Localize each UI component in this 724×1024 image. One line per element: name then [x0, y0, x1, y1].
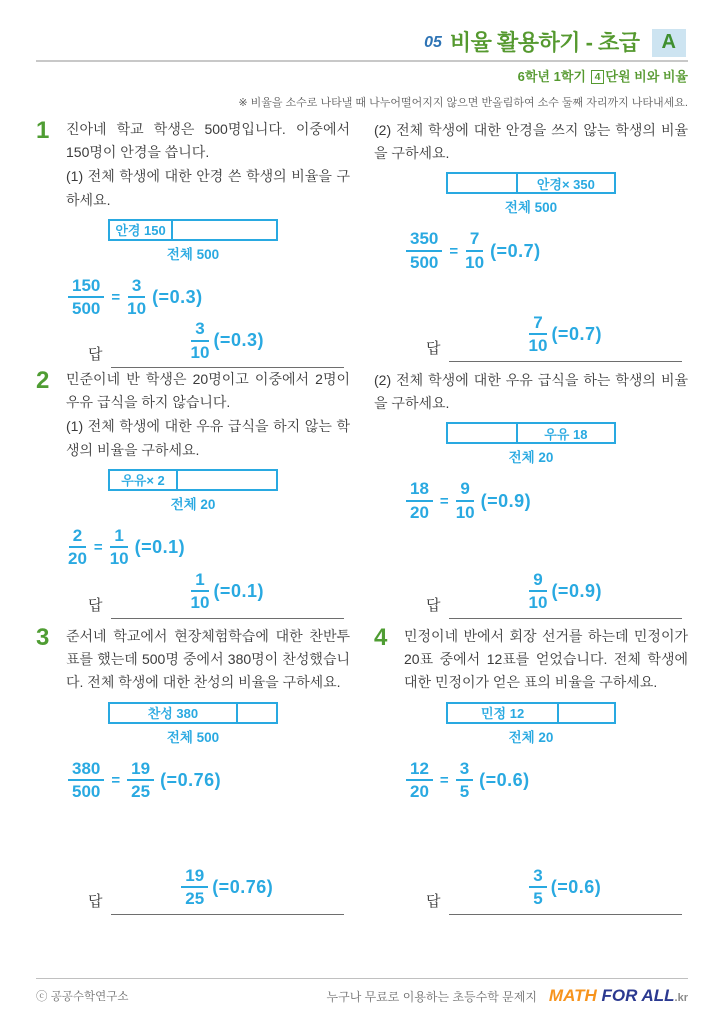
answer-label: 답: [88, 893, 103, 910]
answer-row: [36, 319, 350, 368]
fraction: $\frac{3}{5}$: [456, 759, 473, 802]
ratio-bar-diagram: [446, 422, 616, 466]
fraction: $\frac{7}{10}$: [465, 229, 485, 273]
equals-sign: =: [93, 538, 103, 556]
footer-tagline: 누구나 무료로 이용하는 초등수학 문제지: [326, 990, 537, 1004]
question-text: (2) 전체 학생에 대한 안경을 쓰지 않는 학생의 비율을 구하세요.: [374, 122, 688, 162]
answer-row: [36, 570, 350, 619]
solution-expression: [68, 526, 350, 569]
bar-total-label: 전체 500: [166, 729, 220, 745]
copyright-text: ⓒ 공공수학연구소: [36, 991, 129, 1003]
worksheet-footer: [36, 978, 688, 1006]
bar-part-label: 찬성 380: [147, 706, 199, 722]
fraction: $\frac{350}{500}$: [406, 229, 442, 272]
bar-part-label: 우유 18: [544, 426, 588, 442]
fraction: $\frac{1}{10}$: [109, 525, 129, 569]
solution-expression: [406, 759, 688, 802]
decimal-value: (=0.6): [550, 876, 602, 897]
problem-statement: 진아네 학교 학생은 500명입니다. 이중에서 150명이 안경을 씁니다.: [66, 121, 350, 161]
decimal-value: (=0.7): [551, 323, 602, 344]
level-badge: A: [652, 29, 686, 57]
bar-part-label: 우유× 2: [121, 473, 165, 489]
answer-label: 답: [426, 893, 441, 910]
problem-3: [36, 625, 350, 921]
math-for-all-logo: MATH FOR ALL.kr: [548, 986, 688, 1005]
bar-part-label: 안경 150: [115, 223, 166, 239]
problem-number: 1: [36, 117, 50, 144]
question-text: (2) 전체 학생에 대한 우유 급식을 하는 학생의 비율을 구하세요.: [374, 372, 688, 412]
problem-statement: 민준이네 반 학생은 20명이고 이중에서 2명이 우유 급식을 하지 않습니다.: [66, 371, 350, 411]
decimal-value: (=0.7): [490, 240, 541, 261]
decimal-value: (=0.76): [212, 876, 274, 897]
answer-row: [374, 313, 688, 362]
equals-sign: =: [449, 242, 459, 260]
solution-expression: [68, 276, 350, 319]
answer-line: [449, 570, 683, 619]
equals-sign: =: [111, 288, 121, 306]
fraction: $\frac{3}{5}$: [529, 866, 546, 909]
page-title: 비율 활용하기 - 초급: [449, 30, 640, 55]
fraction: $\frac{12}{20}$: [406, 759, 433, 802]
ratio-bar-diagram: [108, 469, 278, 513]
fraction: $\frac{9}{10}$: [455, 479, 475, 523]
decimal-value: (=0.1): [213, 580, 264, 601]
unit-subtitle: [36, 66, 688, 85]
fraction: $\frac{19}{25}$: [127, 759, 154, 802]
fraction: $\frac{1}{10}$: [190, 569, 210, 613]
equals-sign: =: [111, 771, 121, 789]
decimal-value: (=0.3): [213, 330, 264, 351]
solution-expression: [406, 479, 688, 522]
answer-row: [374, 866, 688, 915]
unit-name: 단원 비와 비율: [605, 69, 688, 84]
fraction: $\frac{2}{20}$: [68, 525, 87, 569]
lesson-number: 05: [424, 34, 442, 51]
decimal-value: (=0.76): [160, 769, 222, 790]
problem-statement: 민정이네 반에서 회장 선거를 하는데 민정이가 20표 중에서 12표를 얻었습니다. 전체 학생에 대한 민정이가 얻은 표의 비율을 구하세요.: [404, 628, 688, 691]
grade-semester: 6학년 1학기: [517, 69, 586, 84]
fraction: $\frac{19}{25}$: [181, 866, 208, 909]
rounding-note: ※ 비율을 소수로 나타낼 때 나누어떨어지지 않으면 반올림하여 소수 둘째 자리까지 나타내세요.: [238, 97, 688, 109]
header-divider: [36, 60, 688, 62]
problem-2-part-1: [36, 368, 350, 625]
problems-grid: [36, 118, 688, 921]
unit-number-box: 4: [591, 70, 605, 84]
equals-sign: =: [439, 771, 449, 789]
title-row: [36, 26, 688, 57]
bar-total-label: 전체 20: [508, 450, 554, 466]
decimal-value: (=0.9): [480, 490, 532, 511]
answer-label: 답: [88, 346, 103, 364]
question-text: (1) 전체 학생에 대한 안경 쓴 학생의 비율을 구하세요.: [66, 168, 350, 208]
answer-line: [111, 570, 345, 619]
fraction: $\frac{18}{20}$: [406, 479, 433, 522]
decimal-value: (=0.3): [152, 286, 203, 307]
bar-total-label: 전체 20: [170, 496, 216, 512]
fraction: $\frac{3}{10}$: [127, 275, 147, 319]
equals-sign: =: [439, 492, 449, 510]
bar-total-label: 전체 500: [166, 246, 220, 262]
bar-total-label: 전체 20: [508, 729, 554, 745]
fraction: $\frac{380}{500}$: [68, 759, 104, 802]
answer-line: [111, 319, 345, 368]
fraction: $\frac{3}{10}$: [190, 319, 210, 362]
solution-expression: [68, 759, 350, 802]
decimal-value: (=0.6): [479, 769, 530, 790]
fraction: $\frac{7}{10}$: [528, 312, 548, 356]
decimal-value: (=0.1): [134, 536, 186, 557]
decimal-value: (=0.9): [551, 580, 602, 601]
problem-1-part-2: [374, 118, 688, 368]
ratio-bar-diagram: [108, 219, 278, 263]
answer-row: [374, 570, 688, 619]
problem-number: 4: [374, 624, 388, 651]
fraction: $\frac{9}{10}$: [528, 569, 548, 613]
answer-label: 답: [426, 597, 441, 614]
bar-total-label: 전체 500: [504, 200, 558, 216]
problem-1-part-1: [36, 118, 350, 368]
answer-row: [36, 866, 350, 915]
bar-part-label: 안경× 350: [536, 176, 595, 192]
ratio-bar-diagram: [108, 702, 278, 746]
ratio-bar-diagram: [446, 702, 616, 746]
answer-label: 답: [88, 597, 103, 614]
problem-4: [374, 625, 688, 921]
problem-number: 2: [36, 367, 50, 394]
answer-line: [111, 866, 345, 915]
answer-line: [449, 313, 683, 362]
problem-statement: 준서네 학교에서 현장체험학습에 대한 찬반투표를 했는데 500명 중에서 380명이 찬성했습니다. 전체 학생에 대한 찬성의 비율을 구하세요.: [66, 628, 350, 691]
answer-label: 답: [426, 340, 441, 357]
solution-expression: [406, 229, 688, 272]
ratio-bar-diagram: [446, 172, 616, 216]
problem-2-part-2: [374, 368, 688, 625]
question-text: (1) 전체 학생에 대한 우유 급식을 하지 않는 학생의 비율을 구하세요.: [66, 418, 350, 458]
answer-line: [449, 866, 683, 915]
fraction: $\frac{150}{500}$: [68, 276, 104, 319]
problem-number: 3: [36, 624, 50, 651]
footer-divider: [36, 978, 688, 979]
bar-part-label: 민정 12: [481, 706, 525, 722]
worksheet-header: [36, 26, 688, 110]
